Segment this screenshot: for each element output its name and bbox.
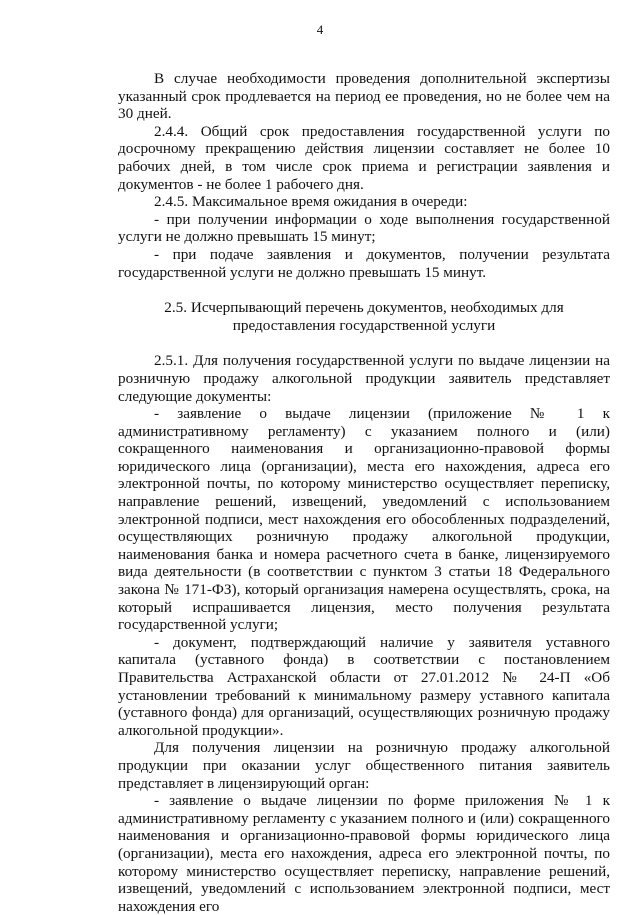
paragraph: 2.4.5. Максимальное время ожидания в очереди: xyxy=(154,193,468,211)
paragraph: Для получения лицензии на розничную продажу алкогольной продукции при оказании услуг общественного питания заявитель представляет в лицензирующий орган: xyxy=(118,739,610,792)
paragraph: - при подаче заявления и документов, получении результата государственной услуги не должно превышать 15 минут. xyxy=(118,245,610,281)
paragraph: 2.4.4. Общий срок предоставления государственной услуги по досрочному прекращению действия лицензии составляет не более 10 рабочих дней, в том числе срок приема и регистрации заявления и документов - не более 1 рабочего дня. xyxy=(118,122,610,193)
paragraph: - заявление о выдаче лицензии (приложение № 1 к административному регламенту) с указанием полного и (или) сокращенного наименования и организационно-правовой формы юридического лица (организации), места его нахождения, адреса его электронной почты, по которому министерство осуществляет переписку, направление решений, извещений, уведомлений с использованием электронной подписи, мест нахождения его обособленных подразделений, осуществляющих розничную продажу алкогольной продукции, наименования банка и номера расчетного счета в банке, лицензируемого вида деятельности (в соответствии с пунктом 3 статьи 18 Федерального закона № 171-ФЗ), который организация намерена осуществлять, срока, на который испрашивается лицензия, место получения результата государственной услуги; xyxy=(118,405,610,634)
paragraph: - при получении информации о ходе выполнения государственной услуги не должно превышать 15 минут; xyxy=(118,210,610,246)
section-heading: 2.5. Исчерпывающий перечень документов, необходимых для предоставления государственной услуги xyxy=(164,299,564,334)
page-number: 4 xyxy=(316,22,324,37)
paragraph: - документ, подтверждающий наличие у заявителя уставного капитала (уставного фонда) в соответствии с постановлением Правительства Астраханской области от 27.01.2012 № 24-П «Об установлении требований к минимальному размеру уставного капитала (уставного фонда) для организаций, осуществляющих розничную продажу алкогольной продукции». xyxy=(118,633,610,739)
paragraph: - заявление о выдаче лицензии по форме приложения № 1 к административному регламенту с указанием полного и (или) сокращенного наименования и организационно-правовой формы юридического лица (организации), места его нахождения, адреса его электронной почты, по которому министерство осуществляет переписку, направление решений, извещений, уведомлений с использованием электронной подписи, мест нахождения его xyxy=(118,792,610,915)
document-body xyxy=(118,70,610,915)
paragraph: 2.5.1. Для получения государственной услуги по выдаче лицензии на розничную продажу алкогольной продукции заявитель представляет следующие документы: xyxy=(118,352,610,405)
paragraph: В случае необходимости проведения дополнительной экспертизы указанный срок продлевается на период ее проведения, но не более чем на 30 дней. xyxy=(118,70,610,123)
